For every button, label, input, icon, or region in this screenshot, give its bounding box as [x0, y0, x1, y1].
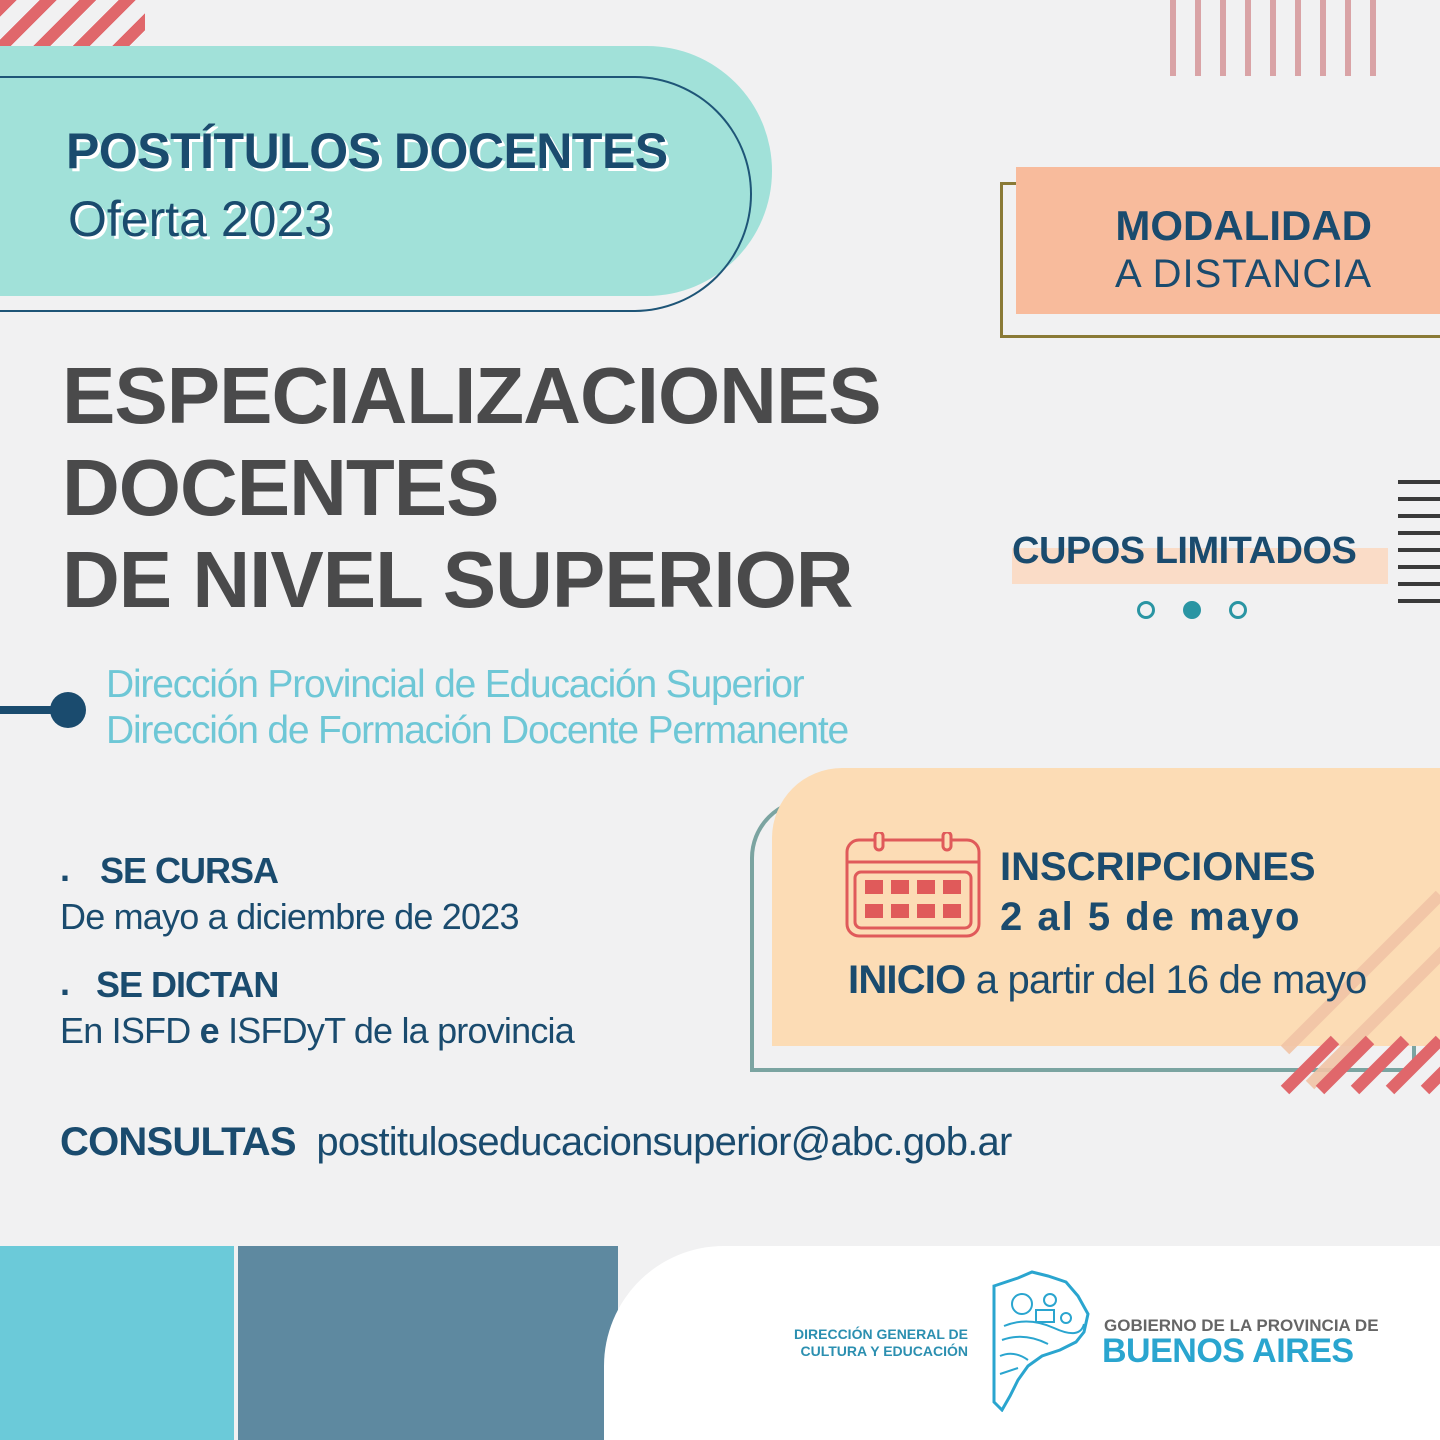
- modalidad-value: A DISTANCIA: [1115, 252, 1372, 296]
- main-headline: [62, 350, 881, 626]
- inicio-date: a partir del 16 de mayo: [965, 958, 1367, 1002]
- se-cursa-text: De mayo a diciembre de 2023: [60, 896, 519, 937]
- bullet-dot-1: .: [60, 848, 71, 889]
- headline-line-3: DE NIVEL SUPERIOR: [62, 535, 853, 624]
- buenos-aires-label: BUENOS AIRES: [1102, 1332, 1354, 1370]
- se-dictan-text: [60, 1010, 574, 1052]
- se-dictan-post: ISFDyT de la provincia: [218, 1010, 574, 1051]
- connector-dot: [50, 692, 86, 728]
- carousel-dot-3: [1229, 601, 1247, 619]
- inscripciones-title: INSCRIPCIONES: [1000, 845, 1316, 889]
- page-title: POSTÍTULOS DOCENTES: [66, 123, 668, 179]
- direcciones-block: [106, 662, 848, 754]
- inscripciones-block: [1000, 842, 1316, 942]
- direccion-provincial: Dirección Provincial de Educación Superior: [106, 663, 804, 706]
- headline-line-1: ESPECIALIZACIONES: [62, 351, 881, 440]
- dgce-logo-text: [760, 1326, 968, 1360]
- inscripciones-dates: 2 al 5 de mayo: [1000, 895, 1302, 939]
- consultas-email[interactable]: postituloseducacionsuperior@abc.gob.ar: [316, 1120, 1012, 1164]
- headline-line-2: DOCENTES: [62, 443, 499, 532]
- carousel-dot-1: [1137, 601, 1155, 619]
- inicio-text: [848, 958, 1366, 1003]
- modalidad-label: MODALIDAD: [1115, 202, 1372, 249]
- direccion-formacion: Dirección de Formación Docente Permanente: [106, 709, 849, 752]
- page-subtitle: Oferta 2023: [68, 191, 333, 247]
- footer-block-cyan: [0, 1246, 234, 1440]
- decor-stripes-top-left: [0, 0, 145, 46]
- gobierno-label: GOBIERNO DE LA PROVINCIA DE: [1104, 1316, 1379, 1335]
- se-dictan-bold: e: [199, 1010, 219, 1051]
- se-dictan-pre: En ISFD: [60, 1010, 200, 1051]
- calendar-icon: [845, 832, 981, 938]
- cupos-label: CUPOS LIMITADOS: [1012, 530, 1357, 572]
- decor-vertical-lines: [1170, 0, 1380, 76]
- consultas-label: CONSULTAS: [60, 1120, 296, 1164]
- consultas-line: [60, 1120, 1011, 1165]
- carousel-dot-2-active: [1183, 601, 1201, 619]
- bullet-dot-2: .: [60, 962, 71, 1003]
- footer-block-slate: [238, 1246, 618, 1440]
- dgce-line-1: DIRECCIÓN GENERAL DE: [794, 1326, 968, 1342]
- dgce-line-2: CULTURA Y EDUCACIÓN: [800, 1343, 968, 1359]
- buenos-aires-map-logo: [988, 1270, 1092, 1412]
- se-dictan-heading: SE DICTAN: [96, 964, 279, 1005]
- decor-horizontal-lines: [1398, 480, 1440, 606]
- se-cursa-heading: SE CURSA: [100, 850, 279, 891]
- inicio-label: INICIO: [848, 958, 966, 1002]
